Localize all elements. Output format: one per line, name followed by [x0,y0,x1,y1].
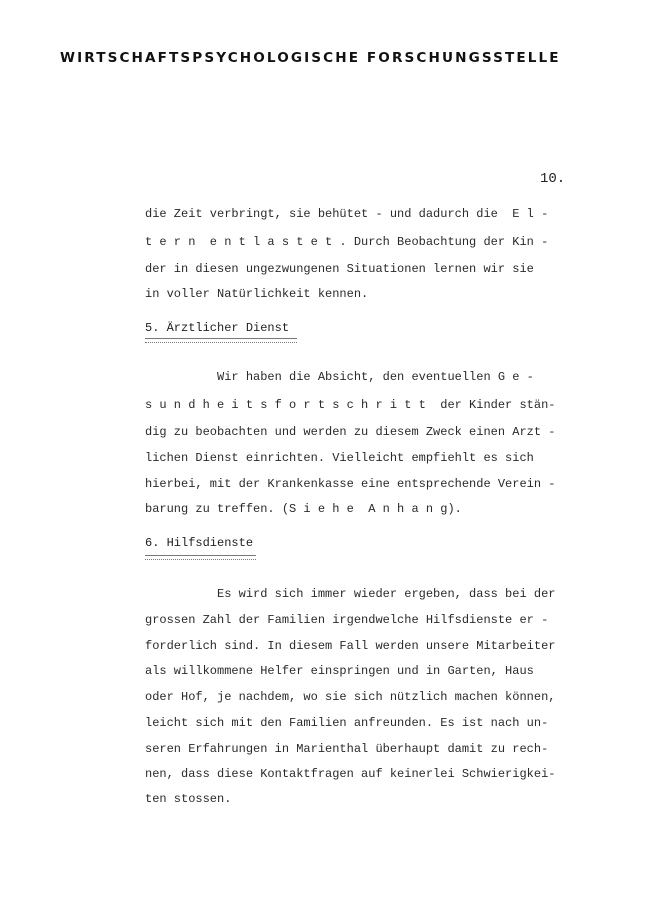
heading-underline [145,555,256,560]
paragraph-line: barung zu treffen. (S i e h e A n h a n g). [145,502,462,516]
paragraph-line: leicht sich mit den Familien anfreunden. Es ist nach un- [145,716,549,730]
paragraph-line: die Zeit verbringt, sie behütet - und dadurch die E l - [145,207,549,221]
paragraph-line: dig zu beobachten und werden zu diesem Zweck einen Arzt - [145,425,556,439]
section-heading-hilfsdienste: 6. Hilfsdienste [145,536,254,550]
page-number: 10. [540,171,566,187]
paragraph-line: s u n d h e i t s f o r t s c h r i t t der Kinder stän- [145,398,556,412]
paragraph-line: oder Hof, je nachdem, wo sie sich nützlich machen können, [145,690,556,704]
paragraph-line: ten stossen. [145,792,232,806]
paragraph-line: forderlich sind. In diesem Fall werden unsere Mitarbeiter [145,639,556,653]
letterhead: WIRTSCHAFTSPSYCHOLOGISCHE FORSCHUNGSSTELLE [60,50,561,66]
heading-underline [145,338,297,343]
paragraph-line: seren Erfahrungen in Marienthal überhaupt damit zu rech- [145,742,549,756]
paragraph-line: grossen Zahl der Familien irgendwelche Hilfsdienste er - [145,613,549,627]
paragraph-line: hierbei, mit der Krankenkasse eine entsprechende Verein - [145,477,556,491]
paragraph-line: in voller Natürlichkeit kennen. [145,287,369,301]
paragraph-line: t e r n e n t l a s t e t . Durch Beobachtung der Kin - [145,235,549,249]
section-heading-aerztlicher-dienst: 5. Ärztlicher Dienst [145,321,290,335]
paragraph-line: als willkommene Helfer einspringen und in Garten, Haus [145,664,534,678]
paragraph-line: nen, dass diese Kontaktfragen auf keinerlei Schwierigkei- [145,767,556,781]
paragraph-line: Es wird sich immer wieder ergeben, dass bei der [145,587,556,601]
paragraph-line: Wir haben die Absicht, den eventuellen G e - [145,370,534,384]
paragraph-line: der in diesen ungezwungenen Situationen lernen wir sie [145,262,534,276]
paragraph-line: lichen Dienst einrichten. Vielleicht empfiehlt es sich [145,451,534,465]
